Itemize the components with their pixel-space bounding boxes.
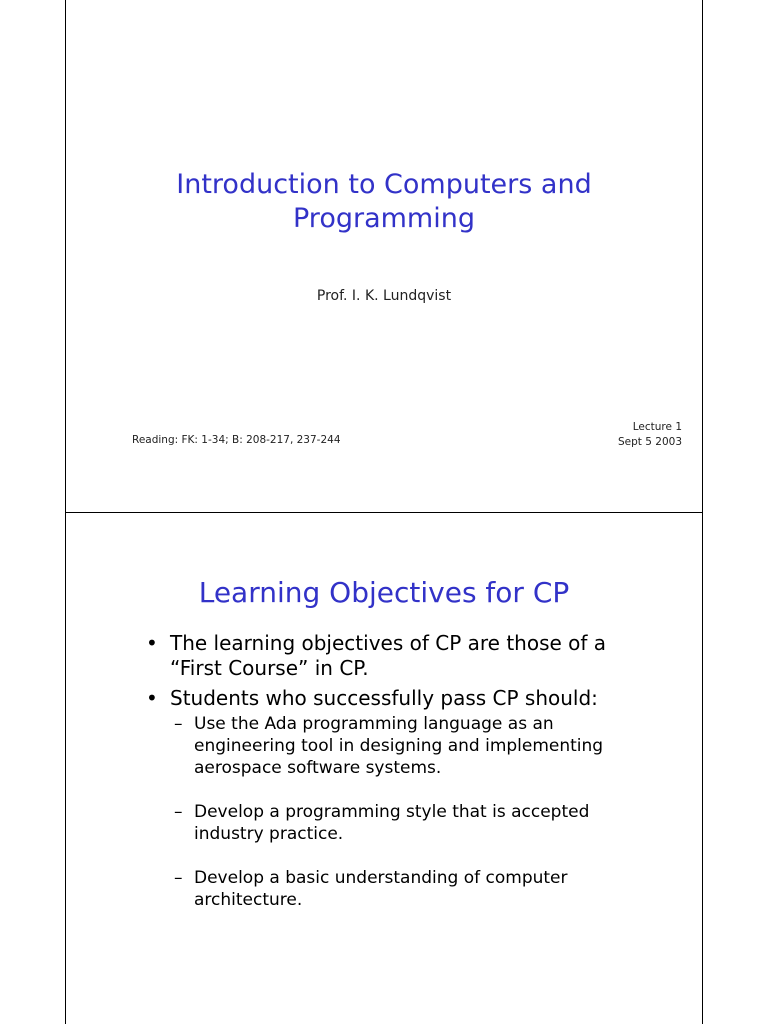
slide-title-line-2: Programming [293,203,475,234]
bullet-item [142,686,612,911]
bullet-list [142,631,612,933]
sub-bullet-text: Develop a programming style that is accepted industry practice. [194,802,590,844]
bullet-text: The learning objectives of CP are those of a “First Course” in CP. [170,631,607,680]
author-name: Prof. I. K. Lundqvist [316,288,452,304]
slide-title-line-1: Introduction to Computers and [176,169,592,200]
bullet-item [142,631,612,681]
dash-icon: – [174,714,183,734]
slide-learning-objectives [65,512,703,1024]
sub-bullet-item [170,801,612,845]
lecture-number: Lecture 1 [632,421,682,433]
dash-icon: – [174,868,183,888]
slide-title-page [65,0,703,513]
lecture-info [618,420,682,450]
lecture-date: Sept 5 2003 [618,436,682,448]
sub-bullet-text: Develop a basic understanding of computer architecture. [194,868,568,910]
bullet-icon: • [146,686,158,710]
sub-bullet-item [170,713,612,779]
sub-bullet-list [170,713,612,911]
sub-bullet-item [170,867,612,911]
reading-assignment: Reading: FK: 1-34; B: 208-217, 237-244 [132,434,341,446]
slide-title: Learning Objectives for CP [198,576,570,609]
bullet-text: Students who successfully pass CP should: [170,686,598,710]
sub-bullet-text: Use the Ada programming language as an engineering tool in designing and implementing aerospace software systems. [194,714,604,778]
bullet-icon: • [146,631,158,655]
dash-icon: – [174,802,183,822]
slide-title [66,168,702,236]
